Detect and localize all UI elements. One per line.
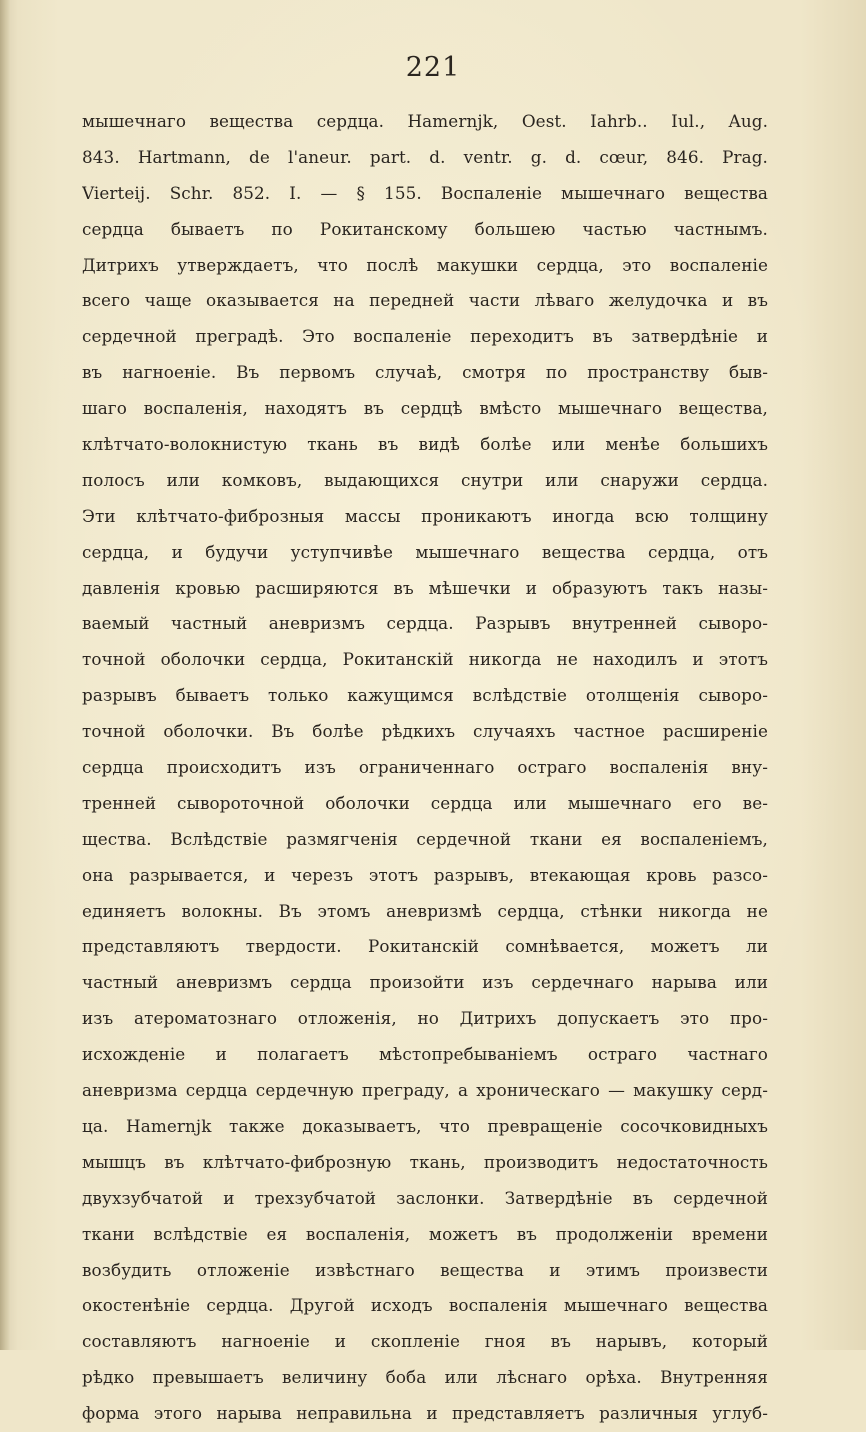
text-line: частный аневризмъ сердца произойти изъ сердечнаго нарыва или	[82, 972, 768, 993]
text-line: окостенѣніе сердца. Другой исходъ воспаленія мышечнаго вещества	[82, 1295, 768, 1316]
text-line: Дитрихъ утверждаетъ, что послѣ макушки сердца, это воспаленіе	[82, 254, 768, 275]
text-line: изъ атероматознаго отложенія, но Дитрихъ допускаетъ это про-	[82, 1008, 768, 1029]
text-line: Эти клѣтчато-фиброзныя массы проникаютъ иногда всю толщину	[82, 505, 768, 526]
text-line: ваемый частный аневризмъ сердца. Разрывъ внутренней сыворо-	[82, 613, 768, 634]
text-line: давленія кровью расширяются въ мѣшечки и образуютъ такъ назы-	[82, 577, 768, 598]
text-line: она разрывается, и черезъ этотъ разрывъ, втекающая кровь разсо-	[82, 864, 768, 885]
text-line: шаго воспаленія, находятъ въ сердцѣ вмѣсто мышечнаго вещества,	[82, 398, 768, 419]
text-line: составляютъ нагноеніе и скопленіе гноя въ нарывъ, который	[82, 1331, 768, 1352]
body-text	[82, 104, 768, 1432]
text-line: щества. Вслѣдствіе размягченія сердечной ткани ея воспаленіемъ,	[82, 828, 768, 849]
text-line: точной оболочки. Въ болѣе рѣдкихъ случаяхъ частное расширеніе	[82, 721, 768, 742]
text-line: форма этого нарыва неправильна и представляетъ различныя углуб-	[82, 1403, 768, 1424]
text-line: въ нагноеніе. Въ первомъ случаѣ, смотря по пространству быв-	[82, 362, 768, 383]
text-line: мышечнаго вещества сердца. Hamernjk, Oest. Iahrb.. Iul., Aug.	[82, 111, 768, 131]
text-line: мышцъ въ клѣтчато-фиброзную ткань, производитъ недостаточность	[82, 1151, 768, 1172]
text-line: сердца происходитъ изъ ограниченнаго остраго воспаленія вну-	[82, 757, 768, 778]
text-line: ца. Hamernjk также доказываетъ, что превращеніе сосочковидныхъ	[82, 1115, 768, 1136]
text-line: возбудить отложеніе извѣстнаго вещества и этимъ произвести	[82, 1259, 768, 1280]
text-line: рѣдко превышаетъ величину боба или лѣснаго орѣха. Внутренняя	[82, 1367, 768, 1388]
text-line: всего чаще оказывается на передней части лѣваго желудочка и въ	[82, 290, 768, 311]
text-line: Vierteij. Schr. 852. I. — § 155. Воспаленіе мышечнаго вещества	[82, 182, 768, 203]
text-line: сердца, и будучи уступчивѣе мышечнаго вещества сердца, отъ	[82, 541, 768, 562]
text-line: полосъ или комковъ, выдающихся снутри или снаружи сердца.	[82, 469, 768, 490]
page-number: 221	[405, 52, 461, 83]
text-line: аневризма сердца сердечную преграду, а хроническаго — макушку серд-	[82, 1080, 768, 1101]
text-line: клѣтчато-волокнистую ткань въ видѣ болѣе или менѣе большихъ	[82, 434, 768, 455]
text-line: сердечной преградѣ. Это воспаленіе переходитъ въ затвердѣніе и	[82, 326, 768, 347]
text-line: 843. Hartmann, de l'aneur. part. d. ventr. g. d. cœur, 846. Prag.	[82, 146, 768, 167]
text-line: исхожденіе и полагаетъ мѣстопребываніемъ остраго частнаго	[82, 1044, 768, 1065]
text-line: ткани вслѣдствіе ея воспаленія, можетъ въ продолженіи времени	[82, 1223, 768, 1244]
text-line: разрывъ бываетъ только кажущимся вслѣдствіе отолщенія сыворо-	[82, 685, 768, 706]
text-line: тренней сывороточной оболочки сердца или мышечнаго его ве-	[82, 792, 768, 813]
page-binding-edge	[0, 0, 10, 1350]
text-line: единяетъ волокны. Въ этомъ аневризмѣ сердца, стѣнки никогда не	[82, 900, 768, 921]
text-line: двухзубчатой и трехзубчатой заслонки. Затвердѣніе въ сердечной	[82, 1187, 768, 1208]
text-line: сердца бываетъ по Рокитанскому большею частью частнымъ.	[82, 218, 768, 239]
text-line: точной оболочки сердца, Рокитанскій никогда не находилъ и этотъ	[82, 649, 768, 670]
text-line: представляютъ твердости. Рокитанскій сомнѣвается, можетъ ли	[82, 936, 768, 957]
